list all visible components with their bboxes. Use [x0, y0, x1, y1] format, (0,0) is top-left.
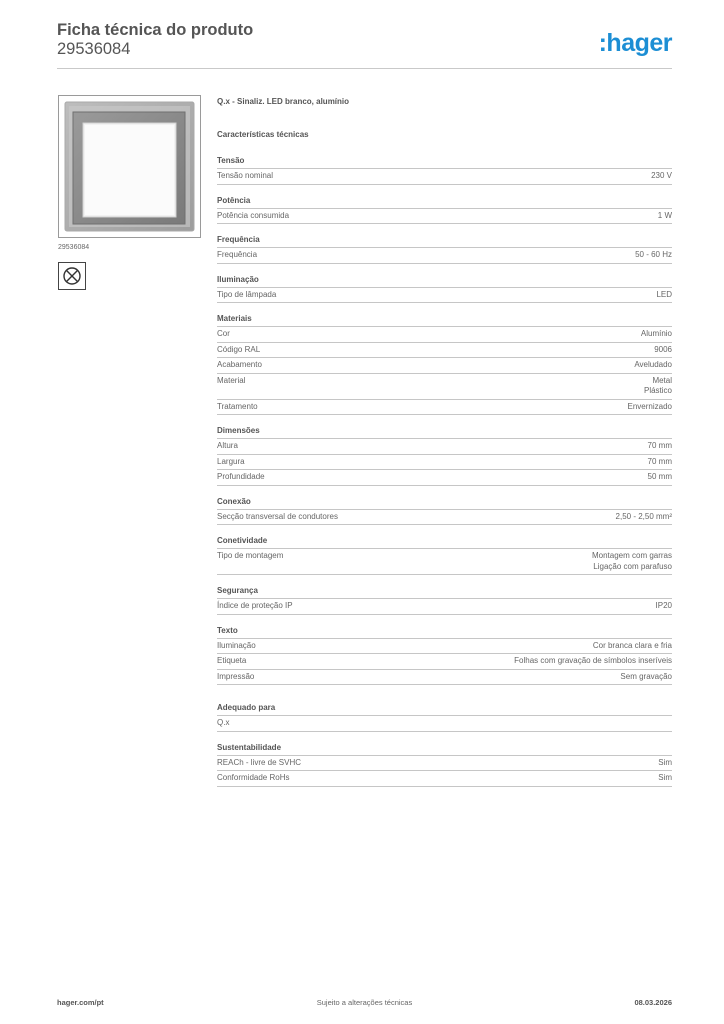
spec-section — [217, 497, 672, 526]
spec-section — [217, 275, 672, 304]
spec-row — [217, 343, 672, 359]
spec-label: Material — [217, 375, 246, 385]
product-code: 29536084 — [57, 40, 131, 58]
footer-date: 08.03.2026 — [634, 998, 672, 1007]
spec-value: Sim — [658, 757, 672, 767]
spec-section — [217, 235, 672, 264]
product-image — [58, 95, 201, 238]
technical-characteristics-heading: Características técnicas — [217, 130, 309, 139]
spec-label: Tipo de lâmpada — [217, 289, 277, 299]
spec-section — [217, 743, 672, 787]
spec-section-title: Adequado para — [217, 703, 672, 716]
spec-value: IP20 — [655, 601, 672, 610]
page-title: Ficha técnica do produto — [57, 21, 254, 39]
spec-label: Secção transversal de condutores — [217, 511, 338, 521]
spec-row — [217, 771, 672, 787]
spec-label: Altura — [217, 441, 238, 450]
spec-row — [217, 470, 672, 486]
spec-label: REACh - livre de SVHC — [217, 757, 302, 767]
spec-row — [217, 654, 672, 670]
spec-section-title: Sustentabilidade — [217, 743, 672, 756]
spec-value: Aveludado — [634, 360, 672, 369]
spec-row — [217, 288, 672, 304]
spec-section-title: Dimensões — [217, 426, 672, 439]
specification-sections — [217, 156, 672, 787]
spec-label: Cor — [217, 329, 230, 338]
spec-label: Tipo de montagem — [217, 551, 284, 560]
spec-value: 9006 — [654, 344, 672, 354]
spec-label: Índice de proteção IP — [217, 601, 293, 610]
spec-section-title: Conetividade — [217, 536, 672, 549]
spec-row — [217, 209, 672, 225]
spec-value: 50 mm — [647, 472, 672, 481]
spec-section — [217, 426, 672, 486]
spec-value: Sim — [658, 773, 672, 782]
spec-row — [217, 455, 672, 471]
spec-section-title: Conexão — [217, 497, 672, 510]
spec-value: Cor branca clara e fria — [592, 640, 672, 650]
spec-value: Sem gravação — [620, 671, 672, 681]
spec-label: Etiqueta — [217, 656, 247, 665]
spec-row — [217, 716, 672, 732]
spec-section — [217, 586, 672, 615]
spec-section-title: Segurança — [217, 586, 672, 599]
spec-section-title: Potência — [217, 196, 672, 209]
spec-value: 70 mm — [647, 441, 672, 450]
spec-row — [217, 639, 672, 655]
spec-value: Envernizado — [627, 401, 672, 411]
spec-row — [217, 439, 672, 455]
spec-row — [217, 169, 672, 185]
spec-row — [217, 374, 672, 400]
spec-section — [217, 314, 672, 415]
spec-section-title: Materiais — [217, 314, 672, 327]
spec-label: Tratamento — [217, 401, 258, 411]
spec-row — [217, 248, 672, 264]
spec-section-title: Tensão — [217, 156, 672, 169]
spec-label: Impressão — [217, 671, 255, 681]
document-header — [57, 20, 672, 70]
image-caption: 29536084 — [58, 244, 90, 251]
spec-label: Iluminação — [217, 640, 256, 650]
spec-value: Folhas com gravação de símbolos inseríveis — [514, 656, 672, 665]
spec-value: 2,50 - 2,50 mm² — [615, 511, 672, 521]
spec-value: Alumínio — [640, 329, 672, 338]
hager-logo: :hager — [598, 29, 672, 57]
spec-label: Q.x — [217, 718, 230, 727]
spec-label: Largura — [217, 456, 245, 466]
spec-value: Montagem com garras Ligação com parafuso — [591, 551, 672, 571]
spec-section — [217, 196, 672, 225]
spec-row — [217, 756, 672, 772]
spec-section-title: Texto — [217, 626, 672, 639]
spec-section-title: Iluminação — [217, 275, 672, 288]
footer-website[interactable]: hager.com/pt — [57, 998, 104, 1007]
specification-content — [217, 97, 672, 798]
spec-value: 50 - 60 Hz — [635, 250, 672, 259]
spec-section — [217, 626, 672, 686]
spec-row — [217, 400, 672, 416]
spec-label: Potência consumida — [217, 210, 290, 220]
footer-notice: Sujeito a alterações técnicas — [316, 998, 413, 1007]
spec-value: 1 W — [657, 210, 672, 220]
spec-row — [217, 358, 672, 374]
spec-row — [217, 327, 672, 343]
product-name: Q.x - Sinaliz. LED branco, alumínio — [217, 97, 350, 106]
spec-row — [217, 599, 672, 615]
spec-section-title: Frequência — [217, 235, 672, 248]
spec-section — [217, 703, 672, 732]
spec-value: 230 V — [651, 171, 672, 180]
header-divider — [57, 68, 672, 69]
spec-section — [217, 536, 672, 575]
spec-label: Conformidade RoHs — [217, 773, 290, 782]
spec-value: LED — [656, 289, 672, 299]
spec-label: Frequência — [217, 250, 258, 259]
page-footer — [57, 998, 672, 1010]
spec-row — [217, 549, 672, 575]
spec-label: Acabamento — [217, 360, 262, 369]
lamp-symbol-icon — [58, 262, 86, 290]
spec-label: Profundidade — [217, 472, 265, 481]
spec-label: Tensão nominal — [217, 171, 274, 180]
spec-value: Metal Plástico — [643, 375, 672, 395]
spec-section — [217, 156, 672, 185]
spec-row — [217, 510, 672, 526]
spec-label: Código RAL — [217, 344, 261, 354]
spec-row — [217, 670, 672, 686]
spec-value: 70 mm — [647, 456, 672, 466]
